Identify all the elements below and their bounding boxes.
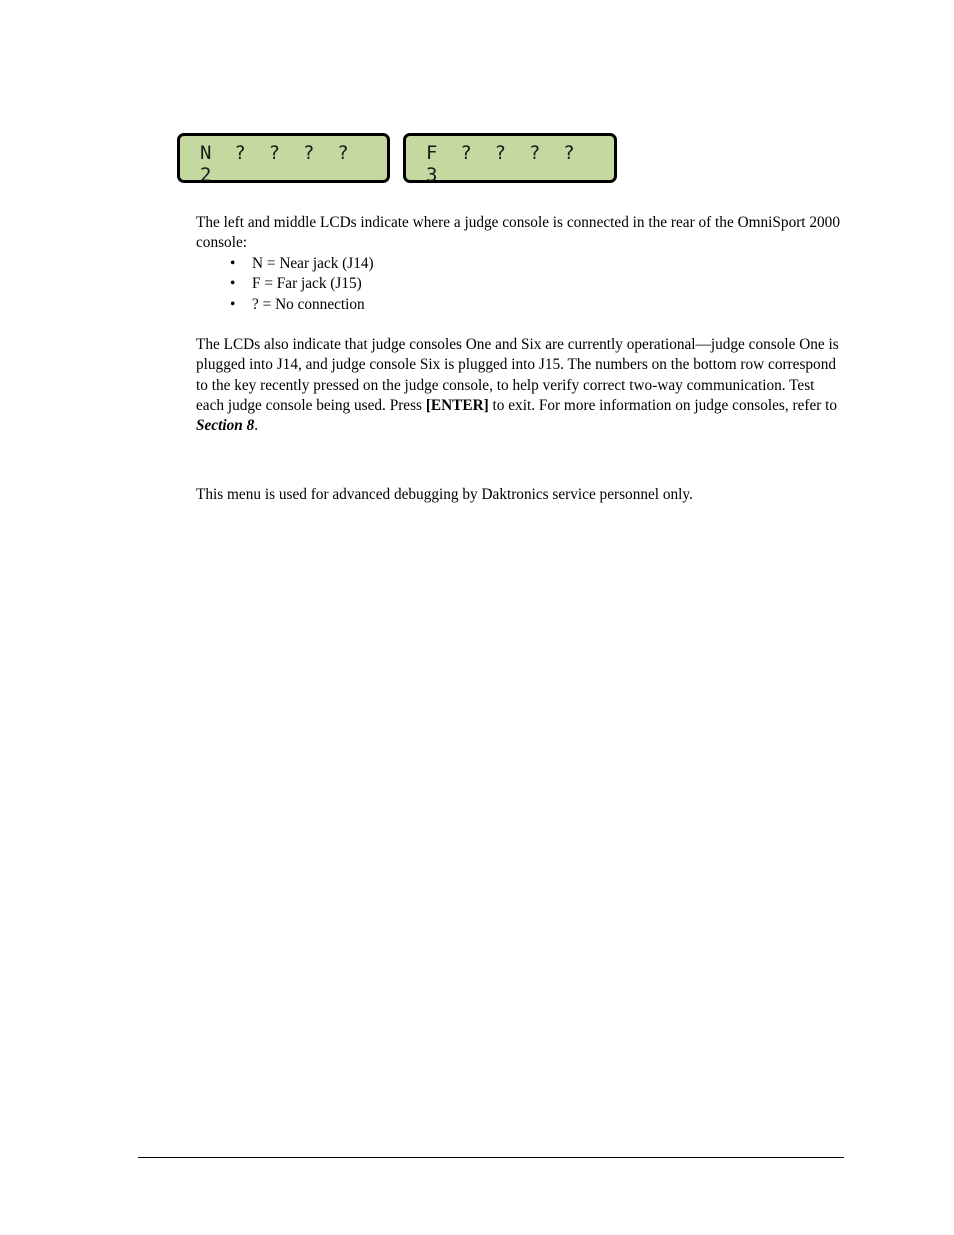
bullet-icon: • bbox=[230, 275, 236, 293]
lcd-description-paragraph: The left and middle LCDs indicate where a judge console is connected in the rear of the OmniSport 2000 console: bbox=[196, 214, 840, 252]
list-item bbox=[230, 274, 374, 294]
lcd-left-row-2: 2 bbox=[200, 164, 212, 186]
legend-no-connection: ? = No connection bbox=[252, 295, 365, 313]
debug-menu-paragraph: This menu is used for advanced debugging by Daktronics service personnel only. bbox=[196, 486, 693, 503]
bullet-icon: • bbox=[230, 255, 236, 272]
section-reference: Section 8 bbox=[196, 417, 255, 435]
status-text-middle: to exit. For more information on judge consoles, refer to bbox=[488, 396, 838, 414]
list-item bbox=[230, 254, 374, 274]
status-text-start: The LCDs also indicate that judge consoles One and Six are currently operational—judge console One is plugged into J14, and judge console Six is plugged into J15. The numbers on the bottom row correspond to the key recently pressed on the judge console, to help verify correct two-way communication. Test each judge console being used. Press bbox=[196, 336, 839, 414]
lcd-right-row-1: F ? ? ? ? bbox=[426, 142, 575, 164]
lcd-right-row-2: 3 bbox=[426, 164, 438, 186]
footer-divider bbox=[138, 1157, 844, 1158]
enter-key-reference: [ENTER] bbox=[425, 396, 489, 414]
list-item bbox=[230, 295, 374, 315]
connection-legend-list bbox=[230, 254, 374, 315]
legend-near-jack: N = Near jack (J14) bbox=[252, 255, 374, 272]
status-text-end: . bbox=[254, 417, 259, 435]
operational-status-paragraph bbox=[196, 335, 841, 436]
bullet-icon: • bbox=[230, 295, 236, 313]
lcd-display-right bbox=[403, 133, 617, 186]
lcd-display-left bbox=[177, 133, 390, 186]
legend-far-jack: F = Far jack (J15) bbox=[252, 275, 362, 293]
lcd-left-row-1: N ? ? ? ? bbox=[200, 142, 349, 164]
